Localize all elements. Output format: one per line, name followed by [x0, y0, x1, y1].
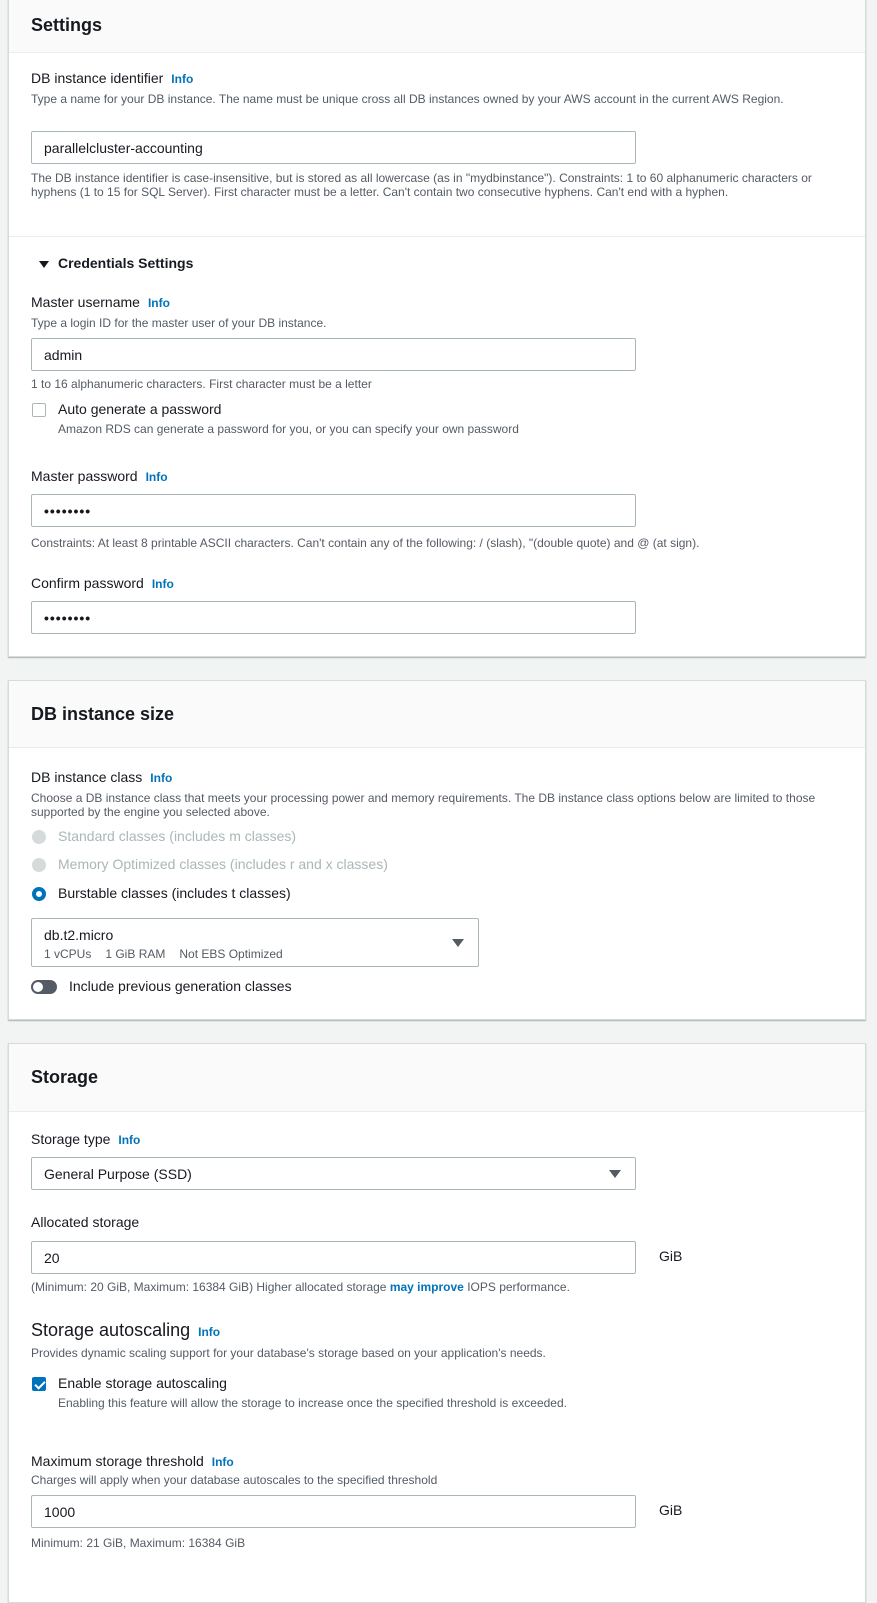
- threshold-input[interactable]: 1000: [31, 1495, 636, 1528]
- allocated-hint-after: IOPS performance.: [463, 1280, 570, 1294]
- threshold-constraints: Minimum: 21 GiB, Maximum: 16384 GiB: [31, 1536, 246, 1550]
- ram-spec: 1 GiB RAM: [105, 947, 166, 961]
- storage-panel: [8, 1043, 866, 1603]
- allocated-storage-unit: GiB: [659, 1248, 683, 1264]
- instance-class-info-link[interactable]: Info: [150, 771, 173, 785]
- storage-header: [9, 1044, 865, 1112]
- identifier-label-row: [31, 70, 193, 86]
- allocated-storage-input[interactable]: 20: [31, 1241, 636, 1274]
- auto-generate-checkbox[interactable]: [32, 403, 46, 417]
- master-username-label: Master username: [31, 294, 140, 310]
- confirm-password-input[interactable]: ••••••••: [31, 601, 636, 634]
- burstable-classes-label[interactable]: Burstable classes (includes t classes): [58, 885, 291, 901]
- threshold-description: Charges will apply when your database autoscales to the specified threshold: [31, 1473, 438, 1487]
- master-username-constraints: 1 to 16 alphanumeric characters. First character must be a letter: [31, 377, 372, 391]
- instance-class-specs: [44, 947, 283, 961]
- master-username-input[interactable]: admin: [31, 338, 636, 371]
- instance-class-select[interactable]: [31, 918, 479, 967]
- allocated-hint-before: (Minimum: 20 GiB, Maximum: 16384 GiB) Higher allocated storage: [31, 1280, 390, 1294]
- allocated-storage-label: Allocated storage: [31, 1214, 140, 1230]
- instance-class-value: db.t2.micro: [44, 927, 114, 943]
- autoscaling-info-link[interactable]: Info: [198, 1325, 221, 1339]
- identifier-label: DB instance identifier: [31, 70, 164, 86]
- chevron-down-icon: [609, 1170, 621, 1178]
- master-password-input[interactable]: ••••••••: [31, 494, 636, 527]
- vcpus-spec: 1 vCPUs: [44, 947, 92, 961]
- instance-class-description: Choose a DB instance class that meets your processing power and memory requirements. The DB instance class options below are limited to those supported by the engine you selected above.: [31, 791, 816, 819]
- storage-type-select[interactable]: [31, 1157, 636, 1190]
- storage-type-value: General Purpose (SSD): [44, 1165, 192, 1182]
- standard-classes-label[interactable]: Standard classes (includes m classes): [58, 828, 297, 844]
- confirm-password-label: Confirm password: [31, 575, 144, 591]
- instance-size-header: [9, 681, 865, 748]
- master-password-constraints: Constraints: At least 8 printable ASCII characters. Can't contain any of the following: / (slash), "(double quote) and @ (at sign).: [31, 536, 700, 550]
- identifier-description: Type a name for your DB instance. The name must be unique cross all DB instances owned by your AWS account in the current AWS Region.: [31, 92, 784, 106]
- identifier-info-link[interactable]: Info: [171, 72, 194, 86]
- identifier-input[interactable]: parallelcluster-accounting: [31, 131, 636, 164]
- threshold-label: Maximum storage threshold: [31, 1453, 204, 1469]
- storage-type-label: Storage type: [31, 1131, 111, 1147]
- radio-memory-optimized-classes[interactable]: [32, 858, 46, 872]
- ebs-spec: Not EBS Optimized: [179, 947, 283, 961]
- enable-autoscaling-label[interactable]: Enable storage autoscaling: [58, 1375, 227, 1391]
- autoscaling-title-row: [31, 1320, 220, 1341]
- instance-size-panel: [8, 680, 866, 1020]
- storage-type-info-link[interactable]: Info: [118, 1133, 141, 1147]
- confirm-password-info-link[interactable]: Info: [151, 577, 174, 591]
- master-password-label-row: [31, 468, 168, 484]
- threshold-label-row: [31, 1453, 234, 1469]
- autoscaling-title: Storage autoscaling: [31, 1320, 191, 1340]
- credentials-title: Credentials Settings: [58, 255, 194, 271]
- master-password-label: Master password: [31, 468, 138, 484]
- master-username-info-link[interactable]: Info: [147, 296, 170, 310]
- enable-autoscaling-description: Enabling this feature will allow the storage to increase once the specified threshold is exceeded.: [58, 1396, 567, 1410]
- identifier-constraints: The DB instance identifier is case-insensitive, but is stored as all lowercase (as in "mydbinstance"). Constraints: 1 to 60 alphanumeric characters or hyphens (1 to 15 for SQL Server). First character must be a letter. Can't contain two consecutive hyphens. Can't end with a hyphen.: [31, 171, 812, 199]
- master-password-info-link[interactable]: Info: [145, 470, 168, 484]
- radio-burstable-classes[interactable]: [32, 887, 46, 901]
- instance-class-label-row: [31, 769, 172, 785]
- storage-type-label-row: [31, 1131, 140, 1147]
- master-username-description: Type a login ID for the master user of your DB instance.: [31, 316, 327, 330]
- instance-size-title: DB instance size: [31, 703, 175, 724]
- confirm-password-label-row: [31, 575, 174, 591]
- chevron-down-icon: [452, 939, 464, 947]
- caret-down-icon: [39, 261, 49, 268]
- threshold-info-link[interactable]: Info: [211, 1455, 234, 1469]
- master-username-label-row: [31, 294, 170, 310]
- settings-panel: [8, 0, 866, 657]
- may-improve-link[interactable]: may improve: [389, 1280, 464, 1294]
- instance-class-label: DB instance class: [31, 769, 143, 785]
- settings-divider: [9, 236, 865, 237]
- radio-standard-classes[interactable]: [32, 830, 46, 844]
- enable-autoscaling-checkbox[interactable]: [32, 1377, 46, 1391]
- previous-generation-toggle[interactable]: [31, 980, 57, 994]
- settings-title: Settings: [31, 15, 103, 35]
- settings-header: [9, 0, 865, 53]
- memory-optimized-classes-label[interactable]: Memory Optimized classes (includes r and x classes): [58, 856, 388, 872]
- threshold-unit: GiB: [659, 1502, 683, 1518]
- previous-generation-label[interactable]: Include previous generation classes: [69, 978, 292, 994]
- toggle-knob: [33, 982, 43, 992]
- storage-title: Storage: [31, 1067, 99, 1087]
- credentials-toggle[interactable]: [39, 255, 193, 271]
- allocated-storage-hint: [31, 1280, 570, 1294]
- auto-generate-label[interactable]: Auto generate a password: [58, 401, 222, 417]
- auto-generate-description: Amazon RDS can generate a password for you, or you can specify your own password: [58, 422, 519, 436]
- autoscaling-description: Provides dynamic scaling support for your database's storage based on your application's needs.: [31, 1346, 546, 1360]
